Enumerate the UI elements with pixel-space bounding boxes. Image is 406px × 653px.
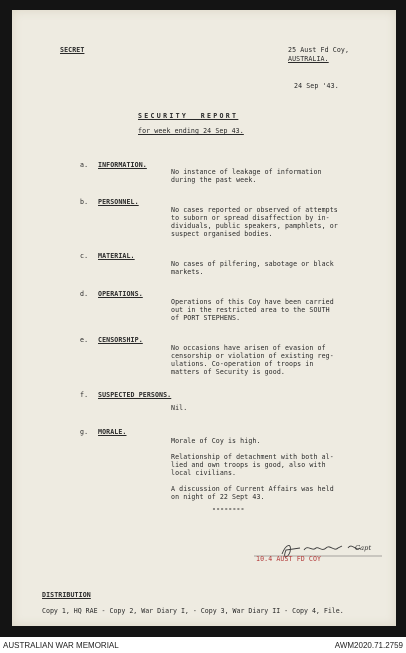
section-text: dividuals, public speakers, pamphlets, or	[171, 222, 338, 230]
section-heading-information: INFORMATION.	[98, 161, 147, 169]
section-text: Morale of Coy is high.	[171, 437, 261, 445]
section-text: Operations of this Coy have been carried	[171, 298, 334, 306]
classification-label: SECRET	[60, 46, 85, 54]
unit-line: 25 Aust Fd Coy,	[288, 46, 350, 54]
section-letter: e.	[80, 336, 89, 344]
section-text: lied and own troops is good, also with	[171, 461, 326, 469]
section-heading-suspected-persons: SUSPECTED PERSONS.	[98, 391, 172, 399]
distribution-line: Copy 1, HQ RAE - Copy 2, War Diary I, - Copy 3, War Diary II - Copy 4, File.	[42, 607, 344, 615]
section-text: local civilians.	[171, 469, 237, 477]
section-text: out in the restricted area to the SOUTH	[171, 306, 330, 314]
signature-rank: Capt	[355, 544, 372, 552]
section-text: suspect organised bodies.	[171, 230, 273, 238]
section-heading-operations: OPERATIONS.	[98, 290, 143, 298]
footer-credit: AUSTRALIAN WAR MEMORIAL	[3, 641, 119, 650]
section-text: No occasions have arisen of evasion of	[171, 344, 326, 352]
unit-stamp: 10.4 AUST FD COY	[256, 555, 322, 563]
section-text: No cases of pilfering, sabotage or black	[171, 260, 334, 268]
section-heading-personnel: PERSONNEL.	[98, 198, 139, 206]
footer-accession: AWM2020.71.2759	[334, 641, 403, 650]
section-heading-material: MATERIAL.	[98, 252, 135, 260]
section-letter: b.	[80, 198, 89, 206]
section-heading-censorship: CENSORSHIP.	[98, 336, 143, 344]
section-text: No cases reported or observed of attempts	[171, 206, 338, 214]
document-page	[12, 10, 396, 626]
footer-bar	[0, 637, 406, 653]
report-subtitle: for week ending 24 Sep 43.	[138, 127, 244, 135]
section-text: during the past week.	[171, 176, 257, 184]
section-text: to suborn or spread disaffection by in-	[171, 214, 330, 222]
section-text: markets.	[171, 268, 204, 276]
section-text: A discussion of Current Affairs was held	[171, 485, 334, 493]
section-letter: c.	[80, 252, 89, 260]
section-text: No instance of leakage of information	[171, 168, 322, 176]
section-text: censorship or violation of existing reg-	[171, 352, 334, 360]
section-letter: g.	[80, 428, 89, 436]
report-title: SECURITY REPORT	[138, 112, 239, 120]
section-text: Nil.	[171, 404, 188, 412]
divider: --------	[212, 505, 245, 513]
section-letter: d.	[80, 290, 89, 298]
section-text: of PORT STEPHENS.	[171, 314, 241, 322]
section-letter: f.	[80, 391, 89, 399]
location-line: AUSTRALIA.	[288, 55, 329, 63]
section-text: matters of Security is good.	[171, 368, 285, 376]
section-letter: a.	[80, 161, 89, 169]
section-text: ulations. Co-operation of troops in	[171, 360, 314, 368]
date-line: 24 Sep '43.	[294, 82, 339, 90]
section-text: on night of 22 Sept 43.	[171, 493, 265, 501]
section-heading-morale: MORALE.	[98, 428, 127, 436]
distribution-heading: DISTRIBUTION	[42, 591, 91, 599]
section-text: Relationship of detachment with both al-	[171, 453, 334, 461]
